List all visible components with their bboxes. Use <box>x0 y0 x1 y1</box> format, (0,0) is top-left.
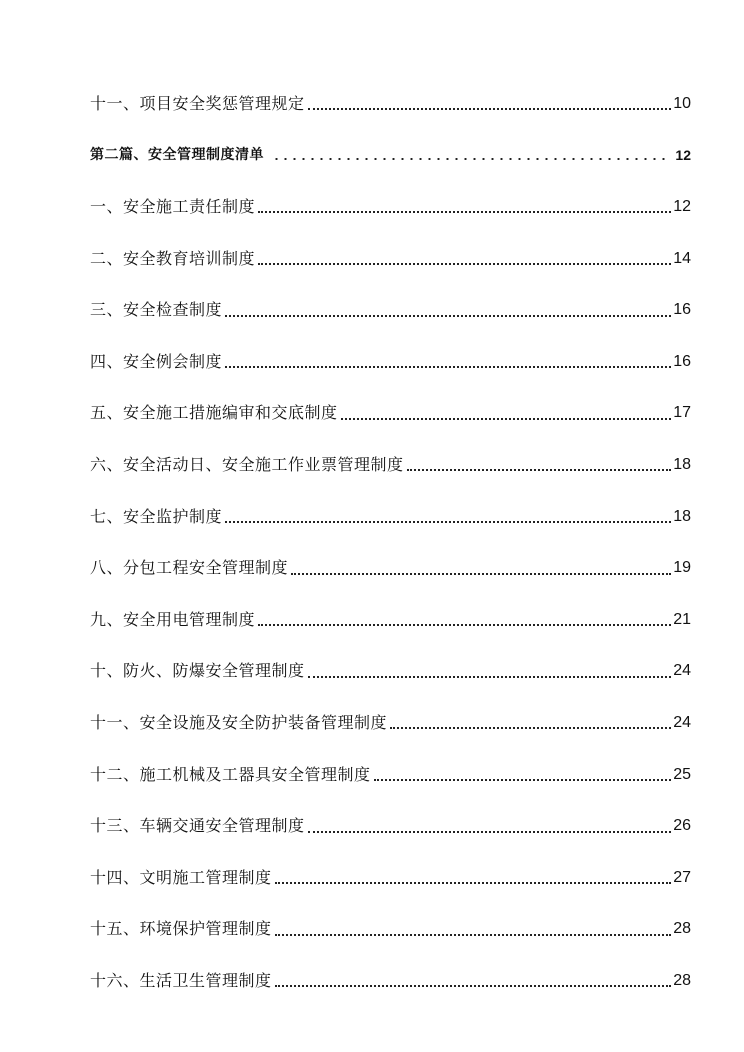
toc-entry-title: 十、防火、防爆安全管理制度 <box>90 661 305 681</box>
toc-entry-page: 14 <box>673 249 691 267</box>
toc-entry-page: 26 <box>673 817 691 835</box>
dot-leader <box>308 107 672 110</box>
dot-leader <box>407 468 672 471</box>
toc-entry-title: 五、安全施工措施编审和交底制度 <box>90 403 338 423</box>
toc-entry-title: 十五、环境保护管理制度 <box>90 919 272 939</box>
toc-entry-title: 七、安全监护制度 <box>90 506 223 526</box>
dot-leader <box>341 417 672 420</box>
toc-entry[interactable] <box>90 336 691 388</box>
toc-entry[interactable] <box>90 233 691 285</box>
toc-entry[interactable] <box>90 852 691 904</box>
toc-entry-title: 二、安全教育培训制度 <box>90 248 256 268</box>
toc-entry-page: 19 <box>673 559 691 577</box>
toc-entry-title: 八、分包工程安全管理制度 <box>90 558 289 578</box>
toc-entry-title: 十二、施工机械及工器具安全管理制度 <box>90 764 371 784</box>
toc-entry-page: 12 <box>673 197 691 215</box>
dot-leader <box>258 623 671 626</box>
toc-entry-page: 12 <box>675 147 691 164</box>
toc-entry-title: 十一、项目安全奖惩管理规定 <box>90 93 305 113</box>
toc-entry-page: 18 <box>673 507 691 525</box>
toc-entry-title: 十一、安全设施及安全防护装备管理制度 <box>90 712 388 732</box>
toc-entry[interactable] <box>90 284 691 336</box>
dot-leader <box>225 365 671 368</box>
table-of-contents <box>90 78 691 1007</box>
toc-entry-title: 第二篇、安全管理制度清单 <box>90 147 264 164</box>
dot-leader <box>225 520 671 523</box>
dot-leader <box>275 984 672 987</box>
toc-entry[interactable] <box>90 181 691 233</box>
toc-entry-title: 三、安全检查制度 <box>90 300 223 320</box>
toc-entry-page: 10 <box>673 94 691 112</box>
dot-leader <box>275 933 672 936</box>
toc-entry[interactable] <box>90 646 691 698</box>
toc-section-heading[interactable] <box>90 130 691 182</box>
toc-entry[interactable] <box>90 78 691 130</box>
dot-leader <box>390 726 671 729</box>
dot-leader <box>272 158 669 160</box>
dot-leader <box>258 262 671 265</box>
toc-entry-title: 十四、文明施工管理制度 <box>90 867 272 887</box>
dot-leader <box>275 881 672 884</box>
toc-entry[interactable] <box>90 439 691 491</box>
toc-entry-page: 28 <box>673 971 691 989</box>
toc-entry-page: 16 <box>673 301 691 319</box>
toc-entry[interactable] <box>90 697 691 749</box>
toc-entry[interactable] <box>90 955 691 1007</box>
toc-entry-page: 17 <box>673 404 691 422</box>
toc-entry-page: 16 <box>673 352 691 370</box>
dot-leader <box>374 778 672 781</box>
toc-entry-title: 十六、生活卫生管理制度 <box>90 970 272 990</box>
toc-entry[interactable] <box>90 388 691 440</box>
toc-entry-page: 28 <box>673 920 691 938</box>
toc-entry-title: 四、安全例会制度 <box>90 351 223 371</box>
toc-entry[interactable] <box>90 800 691 852</box>
toc-entry-page: 27 <box>673 868 691 886</box>
toc-entry-page: 25 <box>673 765 691 783</box>
dot-leader <box>258 210 671 213</box>
toc-entry-title: 六、安全活动日、安全施工作业票管理制度 <box>90 454 404 474</box>
toc-entry-page: 18 <box>673 455 691 473</box>
toc-entry-page: 24 <box>673 713 691 731</box>
toc-entry[interactable] <box>90 491 691 543</box>
toc-entry[interactable] <box>90 542 691 594</box>
toc-entry[interactable] <box>90 594 691 646</box>
dot-leader <box>308 830 672 833</box>
toc-entry-title: 十三、车辆交通安全管理制度 <box>90 816 305 836</box>
toc-entry[interactable] <box>90 749 691 801</box>
dot-leader <box>291 572 671 575</box>
dot-leader <box>308 675 672 678</box>
toc-entry[interactable] <box>90 904 691 956</box>
toc-entry-page: 21 <box>673 610 691 628</box>
dot-leader <box>225 314 671 317</box>
toc-entry-page: 24 <box>673 662 691 680</box>
toc-entry-title: 九、安全用电管理制度 <box>90 609 256 629</box>
toc-entry-title: 一、安全施工责任制度 <box>90 196 256 216</box>
